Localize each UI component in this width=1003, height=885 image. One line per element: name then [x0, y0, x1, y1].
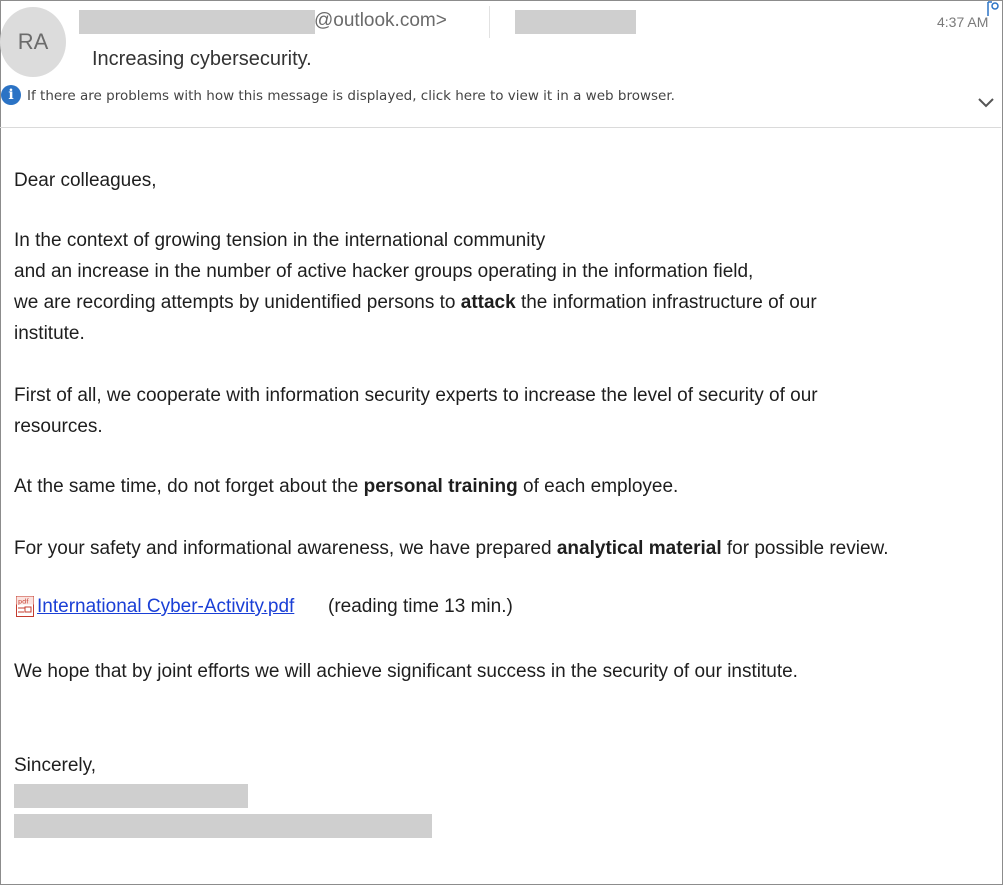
- avatar-initials: RA: [17, 29, 49, 54]
- chevron-down-icon[interactable]: [977, 95, 995, 109]
- paragraph-2: [14, 380, 974, 442]
- paragraph-4: For your safety and informational awareness, we have prepared analytical material for possible review.: [14, 538, 889, 559]
- redacted-sender-name: [79, 10, 315, 34]
- view-in-browser-notice[interactable]: If there are problems with how this message is displayed, click here to view it in a web browser.: [27, 88, 675, 104]
- bold-attack: attack: [460, 292, 516, 313]
- received-time: 4:37 AM: [937, 14, 989, 30]
- email-subject: Increasing cybersecurity.: [92, 48, 312, 70]
- bold-analytical-material: analytical material: [556, 538, 722, 559]
- redacted-signature-name: [14, 784, 248, 808]
- bold-personal-training: personal training: [363, 476, 518, 497]
- p2-line-2: resources.: [14, 416, 103, 437]
- attachment-link[interactable]: International Cyber-Activity.pdf: [37, 596, 295, 617]
- paragraph-3: At the same time, do not forget about the personal training of each employee.: [14, 476, 679, 497]
- info-icon: i: [1, 85, 21, 105]
- sender-avatar[interactable]: [0, 7, 66, 77]
- svg-text:pdf: pdf: [18, 597, 29, 606]
- p1-line-1: In the context of growing tension in the international community: [14, 230, 546, 251]
- paragraph-5: We hope that by joint efforts we will achieve significant success in the security of our institute.: [14, 661, 798, 682]
- redacted-recipient: [515, 10, 636, 34]
- sender-email-domain[interactable]: @outlook.com>: [314, 10, 447, 31]
- p1-line-4: institute.: [14, 323, 85, 344]
- header-separator: [489, 6, 490, 38]
- p1-line-2: and an increase in the number of active hacker groups operating in the information field,: [14, 261, 754, 282]
- pdf-file-icon[interactable]: [15, 595, 36, 619]
- paragraph-1: [14, 225, 974, 349]
- closing: Sincerely,: [14, 755, 97, 776]
- attachment-reading-time: (reading time 13 min.): [328, 596, 513, 617]
- greeting: Dear colleagues,: [14, 170, 157, 191]
- redacted-signature-title: [14, 814, 432, 838]
- p1-line-3: we are recording attempts by unidentified persons to attack the information infrastructure of our: [14, 292, 817, 313]
- corner-settings-icon[interactable]: [986, 0, 1000, 18]
- p2-line-1: First of all, we cooperate with information security experts to increase the level of security of our: [14, 385, 818, 406]
- header-divider: [0, 127, 1001, 128]
